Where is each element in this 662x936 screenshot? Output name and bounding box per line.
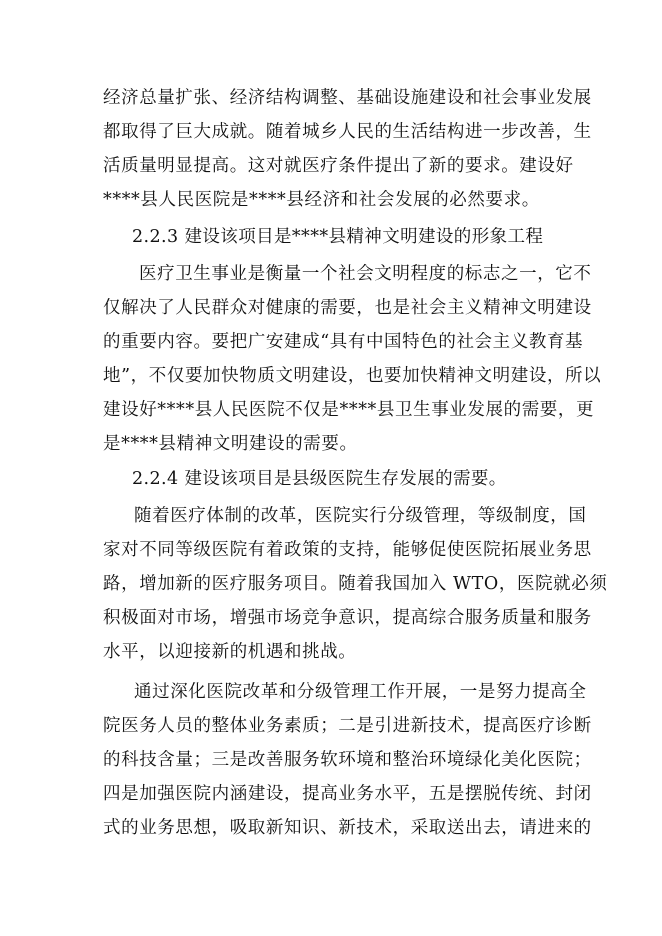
para4-line-3: 的科技含量；三是改善服务软环境和整治环境绿化美化医院； xyxy=(103,750,592,770)
para1-line-3: 活质量明显提高。这对就医疗条件提出了新的要求。建设好 xyxy=(103,156,574,176)
para4-line-1-text: 通过深化医院改革和分级管理工作开展，一是努力提高全 xyxy=(134,682,587,702)
section-heading-2-2-4: 2.2.4 建设该项目是县级医院生存发展的需要。 xyxy=(132,469,507,489)
para2-line-1 xyxy=(139,262,592,286)
para1-line-1: 经济总量扩张、经济结构调整、基础设施建设和社会事业发展 xyxy=(103,88,592,108)
para2-line-6: 是****县精神文明建设的需要。 xyxy=(103,434,358,454)
para4-line-5: 式的业务思想，吸取新知识、新技术，采取送出去，请进来的 xyxy=(103,818,592,838)
para3-line-3: 路，增加新的医疗服务项目。随着我国加入 WTO，医院就必须 xyxy=(103,574,608,594)
para3-line-1 xyxy=(134,504,587,528)
para3-line-5: 水平，以迎接新的机遇和挑战。 xyxy=(103,642,357,662)
para3-line-2: 家对不同等级医院有着政策的支持，能够促使医院拓展业务思 xyxy=(103,540,592,560)
para2-line-1-text: 医疗卫生事业是衡量一个社会文明程度的标志之一，它不 xyxy=(139,264,592,284)
para2-line-5: 建设好****县人民医院不仅是****县卫生事业发展的需要，更 xyxy=(103,400,595,420)
para4-line-1 xyxy=(134,680,587,704)
para3-line-1-text: 随着医疗体制的改革，医院实行分级管理，等级制度，国 xyxy=(134,506,587,526)
para2-line-2: 仅解决了人民群众对健康的需要，也是社会主义精神文明建设 xyxy=(103,298,592,318)
para3-line-4: 积极面对市场，增强市场竞争意识，提高综合服务质量和服务 xyxy=(103,608,592,628)
section-heading-2-2-3: 2.2.3 建设该项目是****县精神文明建设的形象工程 xyxy=(132,227,544,247)
para1-line-2: 都取得了巨大成就。随着城乡人民的生活结构进一步改善，生 xyxy=(103,122,592,142)
para2-line-3: 的重要内容。要把广安建成“具有中国特色的社会主义教育基 xyxy=(103,332,584,352)
para2-line-4: 地”，不仅要加快物质文明建设，也要加快精神文明建设，所以 xyxy=(103,366,602,386)
para4-line-2: 院医务人员的整体业务素质；二是引进新技术，提高医疗诊断 xyxy=(103,716,592,736)
para1-line-4: ****县人民医院是****县经济和社会发展的必然要求。 xyxy=(103,190,540,210)
para4-line-4: 四是加强医院内涵建设，提高业务水平，五是摆脱传统、封闭 xyxy=(103,784,592,804)
